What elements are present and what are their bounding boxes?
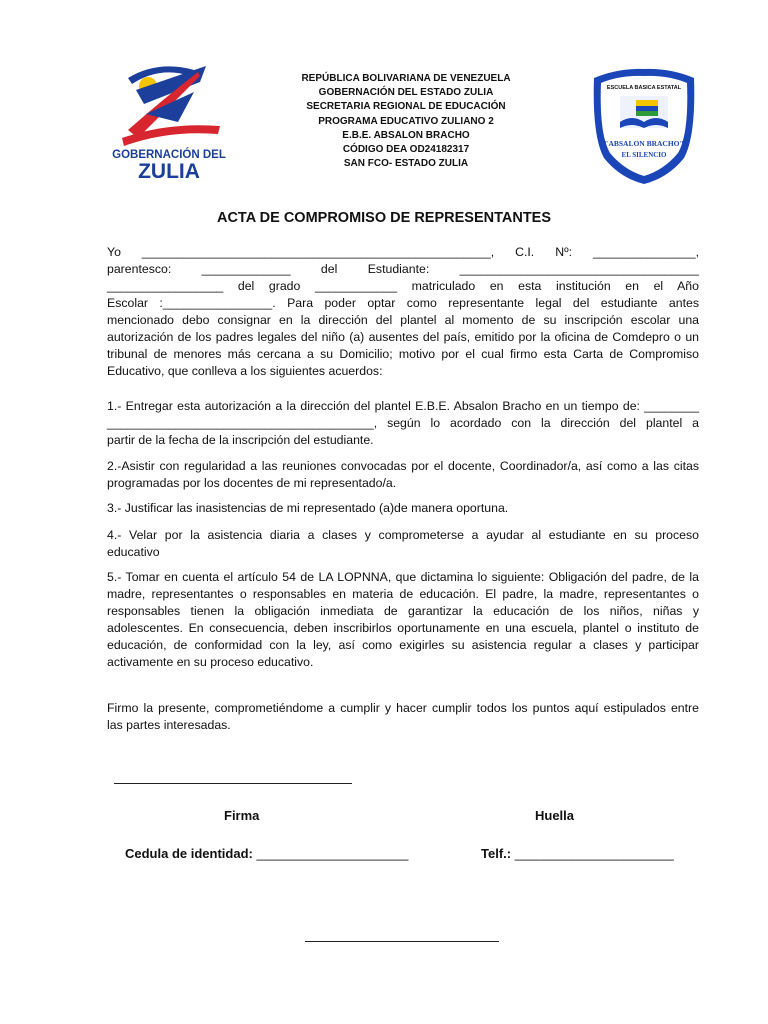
header-line: GOBERNACIÓN DEL ESTADO ZULIA [318, 87, 494, 99]
telf-blank: ______________________ [514, 846, 674, 861]
paragraph-line: activamente en su proceso educativo. [107, 655, 314, 669]
paragraph-line: parentesco: _____________ del Estudiante: ___________________________________ [107, 262, 699, 276]
school-emblem-shield [590, 66, 698, 186]
agreement-item-3 [107, 500, 699, 517]
paragraph-line: tribunal de menores más cercana a su Domicilio; motivo por el cual firmo esta Carta de Compromiso [107, 347, 699, 361]
paragraph-line: Firmo la presente, comprometiéndome a cumplir y hacer cumplir todos los puntos aquí estipulados entre [107, 701, 699, 715]
bottom-signature-line [305, 941, 499, 942]
paragraph-line: 1.- Entregar esta autorización a la dirección del plantel E.B.E. Absalon Bracho en un tiempo de: ________ [107, 399, 699, 413]
signature-line [114, 783, 352, 784]
header-line: SAN FCO- ESTADO ZULIA [343, 158, 469, 170]
svg-text:ZULIA: ZULIA [138, 160, 200, 182]
paragraph-line: 4.- Velar por la asistencia diaria a clases y comprometerse a ayudar al estudiante en su proceso [107, 528, 699, 542]
paragraph-line: Escolar :________________. Para poder optar como representante legal del estudiante antes [107, 296, 699, 310]
header-line: REPÚBLICA BOLIVARIANA DE VENEZUELA [301, 73, 511, 84]
document-title: ACTA DE COMPROMISO DE REPRESENTANTES [216, 210, 552, 226]
firma-label: Firma [224, 808, 260, 823]
svg-text:ESCUELA BASICA ESTATAL: ESCUELA BASICA ESTATAL [606, 85, 682, 91]
paragraph-line: adolescentes. En consecuencia, deben inscribirlos oportunamente en una escuela, plantel o instituto de [107, 621, 699, 635]
paragraph-line: responsables tienen la obligación inmediata de garantizar la educación de los niños, niñas y [107, 604, 699, 618]
paragraph-line: _________________ del grado ____________ matriculado en esta institución en el Año [107, 279, 699, 293]
svg-text:"ABSALON BRACHO": "ABSALON BRACHO" [604, 139, 684, 148]
intro-paragraph [107, 244, 699, 380]
agreement-item-1 [107, 398, 699, 449]
agreement-item-4 [107, 527, 699, 561]
paragraph-line: Educativo, que conlleva a los siguientes acuerdos: [107, 364, 383, 378]
gobernacion-zulia-logo [108, 60, 230, 182]
svg-text:GOBERNACIÓN DEL: GOBERNACIÓN DEL [112, 149, 226, 161]
cedula-label: Cedula de identidad: [125, 846, 253, 861]
header-line: SECRETARIA REGIONAL DE EDUCACIÓN [306, 101, 506, 113]
svg-text:EL SILENCIO: EL SILENCIO [621, 151, 667, 159]
agreement-item-5 [107, 569, 699, 671]
paragraph-line: 3.- Justificar las inasistencias de mi representado (a)de manera oportuna. [107, 501, 509, 515]
telf-field [481, 846, 674, 861]
paragraph-line: autorización de los padres legales del niño (a) ausentes del país, emitido por la oficina de Comdepro o un [107, 330, 699, 344]
paragraph-line: madre, representantes o responsables en materia de educación. El padre, la madre, representantes o [107, 587, 699, 601]
closing-paragraph [107, 700, 699, 734]
paragraph-line: educativo [107, 545, 160, 559]
paragraph-line: _______________________________________, según lo acordado con la dirección del plantel a [107, 416, 699, 430]
paragraph-line: mencionado debo consignar en la dirección del plantel al momento de su inscripción escolar una [107, 313, 699, 327]
paragraph-line: educación, de conformidad con la ley, así como exigirles su asistencia regular a clases y participar [107, 638, 699, 652]
header-line: E.B.E. ABSALON BRACHO [342, 129, 470, 141]
paragraph-line: Yo ___________________________________________________, C.I. Nº: _______________, [107, 245, 699, 259]
paragraph-line: programadas por los docentes de mi representado/a. [107, 476, 397, 490]
cedula-blank: _____________________ [256, 846, 409, 861]
paragraph-line: partir de la fecha de la inscripción del estudiante. [107, 433, 374, 447]
paragraph-line: 5.- Tomar en cuenta el artículo 54 de LA LOPNNA, que dictamina lo siguiente: Obligación del padre, de la [107, 570, 699, 584]
paragraph-line: las partes interesadas. [107, 718, 231, 732]
cedula-field [125, 846, 408, 861]
huella-label: Huella [535, 808, 575, 823]
agreement-item-2 [107, 458, 699, 492]
header-line: PROGRAMA EDUCATIVO ZULIANO 2 [318, 115, 494, 127]
telf-label: Telf.: [481, 846, 512, 861]
paragraph-line: 2.-Asistir con regularidad a las reuniones convocadas por el docente, Coordinador/a, así como a las citas [107, 459, 699, 473]
header-line: CÓDIGO DEA OD24182317 [342, 144, 470, 156]
institution-header [258, 72, 554, 171]
